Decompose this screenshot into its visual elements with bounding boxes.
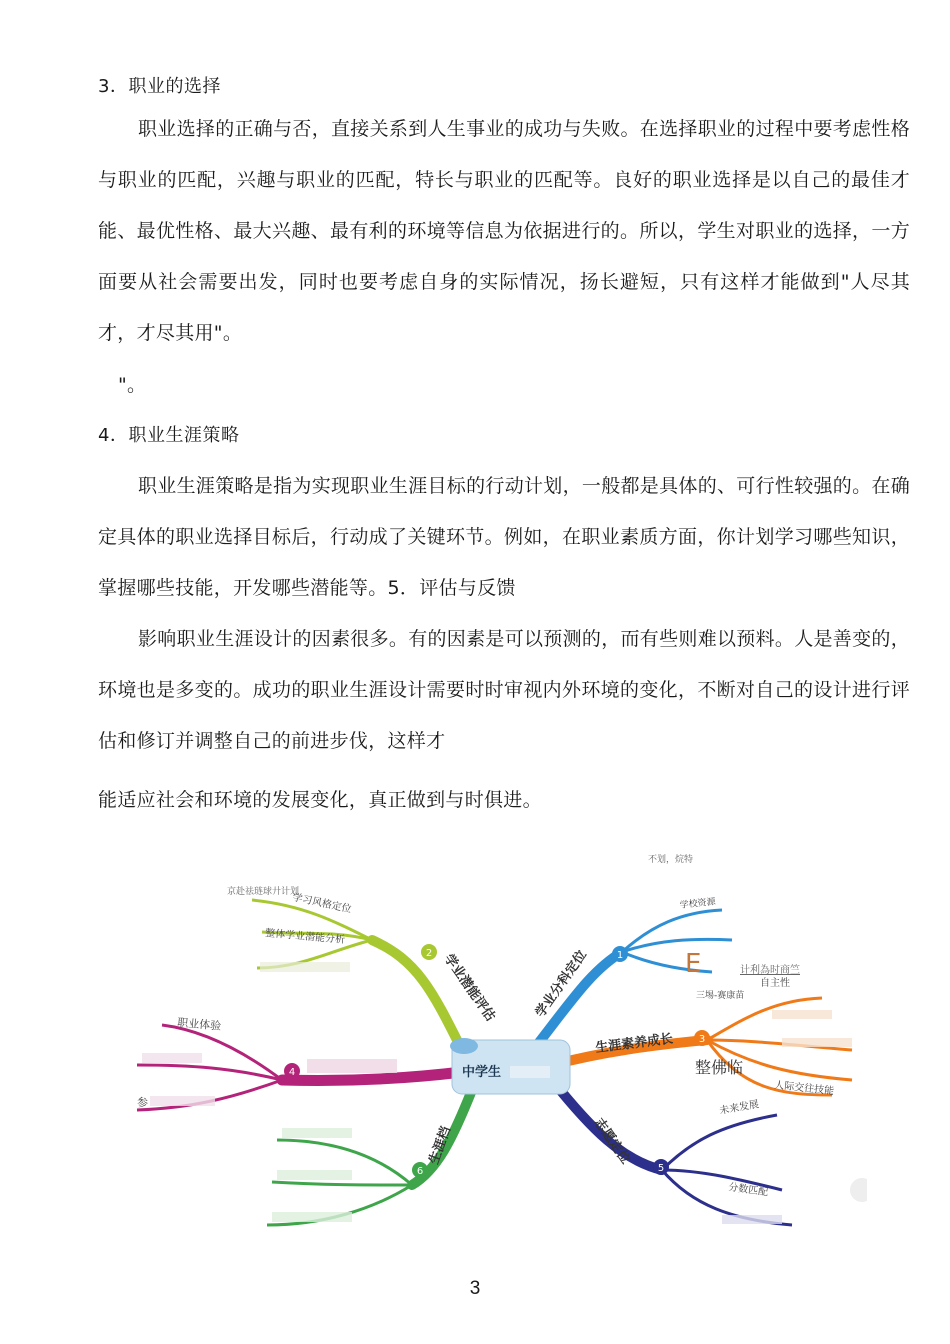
branch-6-twig-2 bbox=[272, 1182, 412, 1185]
branch-3-label: 生涯素养成长 bbox=[594, 1031, 674, 1056]
branch-4-blurred-label bbox=[307, 1059, 397, 1073]
branch-5-number: 5 bbox=[657, 1163, 665, 1174]
branch-1-number: 1 bbox=[616, 950, 624, 961]
branch-3-blurred-leaf-2 bbox=[782, 1038, 852, 1047]
branch-6-blurred-leaf-2 bbox=[277, 1170, 352, 1180]
branch-2-leaf-1: 学习风格定位 bbox=[291, 892, 353, 916]
branch-4-leaf-2: 参 bbox=[137, 1096, 148, 1109]
branch-5-leaf-1: 未来发展 bbox=[718, 1099, 760, 1117]
branch-3-blurred-leaf-1 bbox=[772, 1010, 832, 1019]
branch-3-leaf-3: 三埸-赛康苗 bbox=[696, 991, 745, 1001]
branch-6-label: 生涯档 bbox=[426, 1124, 455, 1167]
section-5-last-line: 能适应社会和环境的发展变化，真正做到与时俱进。 bbox=[98, 789, 542, 811]
section-4-paragraph: 职业生涯策略是指为实现职业生涯目标的行动计划，一般都是具体的、可行性较强的。在确定具体的职业选择目标后，行动成了关键环节。例如，在职业素质方面，你计划学习哪些知识，掌握哪些技能，开发哪些潜能等。5．评估与反馈 bbox=[98, 475, 911, 599]
section-3-paragraph: 职业选择的正确与否，直接关系到人生事业的成功与失败。在选择职业的过程中要考虑性格与职业的匹配，兴趣与职业的匹配，特长与职业的匹配等。良好的职业选择是以自己的最佳才能、最优性格、最大兴趣、最有利的环境等信息为依据进行的。所以，学生对职业的选择，一方面要从社会需要出发，同时也要考虑自身的实际情况，扬长避短，只有这样才能做到"人尽其才，才尽其用"。 bbox=[98, 118, 911, 344]
section-3-heading: 3．职业的选择 bbox=[98, 76, 221, 97]
branch-6 bbox=[267, 1090, 472, 1225]
branch-1 bbox=[532, 895, 732, 1045]
branch-2 bbox=[252, 890, 499, 1050]
branch-3-leaf-2: 自主性 bbox=[760, 978, 790, 989]
career-mindmap-figure bbox=[132, 840, 867, 1250]
center-node-label: 中学生 bbox=[462, 1065, 502, 1080]
branch-1-leaf-1: 学校资源 bbox=[679, 897, 717, 911]
branch-5-twig-1 bbox=[662, 1115, 777, 1170]
section-5-paragraph: 影响职业生涯设计的因素很多。有的因素是可以预测的，而有些则难以预料。人是善变的，环境也是多变的。成功的职业生涯设计需要时时审视内外环境的变化，不断对自己的设计进行评估和修订并调整自己的前进步伐，这样才 bbox=[98, 628, 911, 752]
page-number: 3 bbox=[469, 1278, 481, 1299]
branch-3-leaf-5: 人际交往技能 bbox=[773, 1080, 835, 1098]
branch-2-number: 2 bbox=[425, 948, 433, 959]
stray-quote-fragment: "。 bbox=[118, 374, 147, 396]
left-top-note: 京赴祛琏球廾计划 bbox=[227, 887, 300, 897]
branch-1-twig-2 bbox=[622, 939, 732, 952]
branch-5-leaf-2: 分数匹配 bbox=[727, 1182, 769, 1199]
section-4-heading: 4．职业生涯策略 bbox=[98, 425, 240, 446]
branch-3-leaf-1: 计利為时商竺 bbox=[740, 965, 800, 976]
branch-4-twig-2 bbox=[137, 1065, 282, 1080]
branch-2-blurred-leaf bbox=[260, 962, 350, 972]
center-node-blurred-text bbox=[510, 1066, 550, 1078]
branch-1-label: 学业分科定位 bbox=[532, 947, 591, 1021]
branch-4-blurred-leaf bbox=[142, 1053, 202, 1063]
branch-3-number: 3 bbox=[698, 1034, 706, 1045]
branch-4-twig-1 bbox=[162, 1025, 282, 1080]
branch-4-number: 4 bbox=[288, 1067, 296, 1078]
big-letter-e: E bbox=[685, 949, 702, 979]
center-node-ornament bbox=[450, 1038, 478, 1054]
branch-4-blurred-leaf-2 bbox=[150, 1096, 215, 1106]
branch-4-leaf-1: 职业体验 bbox=[176, 1016, 222, 1033]
top-note: 不划，烷特 bbox=[648, 855, 694, 865]
branch-6-number: 6 bbox=[416, 1166, 424, 1177]
branch-5 bbox=[552, 1080, 792, 1225]
branch-6-blurred-leaf-1 bbox=[282, 1128, 352, 1138]
branch-3-leaf-4: 整佛临 bbox=[695, 1058, 744, 1077]
center-node bbox=[450, 1038, 570, 1094]
branch-5-label: 志愿定位 bbox=[590, 1115, 633, 1167]
right-edge-decoration bbox=[850, 1178, 867, 1202]
branch-2-leaf-2: 整体学业潜能分析 bbox=[264, 928, 346, 946]
branch-4-trunk bbox=[282, 1072, 462, 1081]
branch-2-label: 学业潜能评估 bbox=[440, 951, 498, 1025]
branch-5-blurred-leaf bbox=[722, 1215, 782, 1224]
branch-4 bbox=[137, 1015, 462, 1110]
branch-6-blurred-leaf-3 bbox=[272, 1212, 352, 1222]
branch-1-twig-1 bbox=[622, 910, 722, 952]
